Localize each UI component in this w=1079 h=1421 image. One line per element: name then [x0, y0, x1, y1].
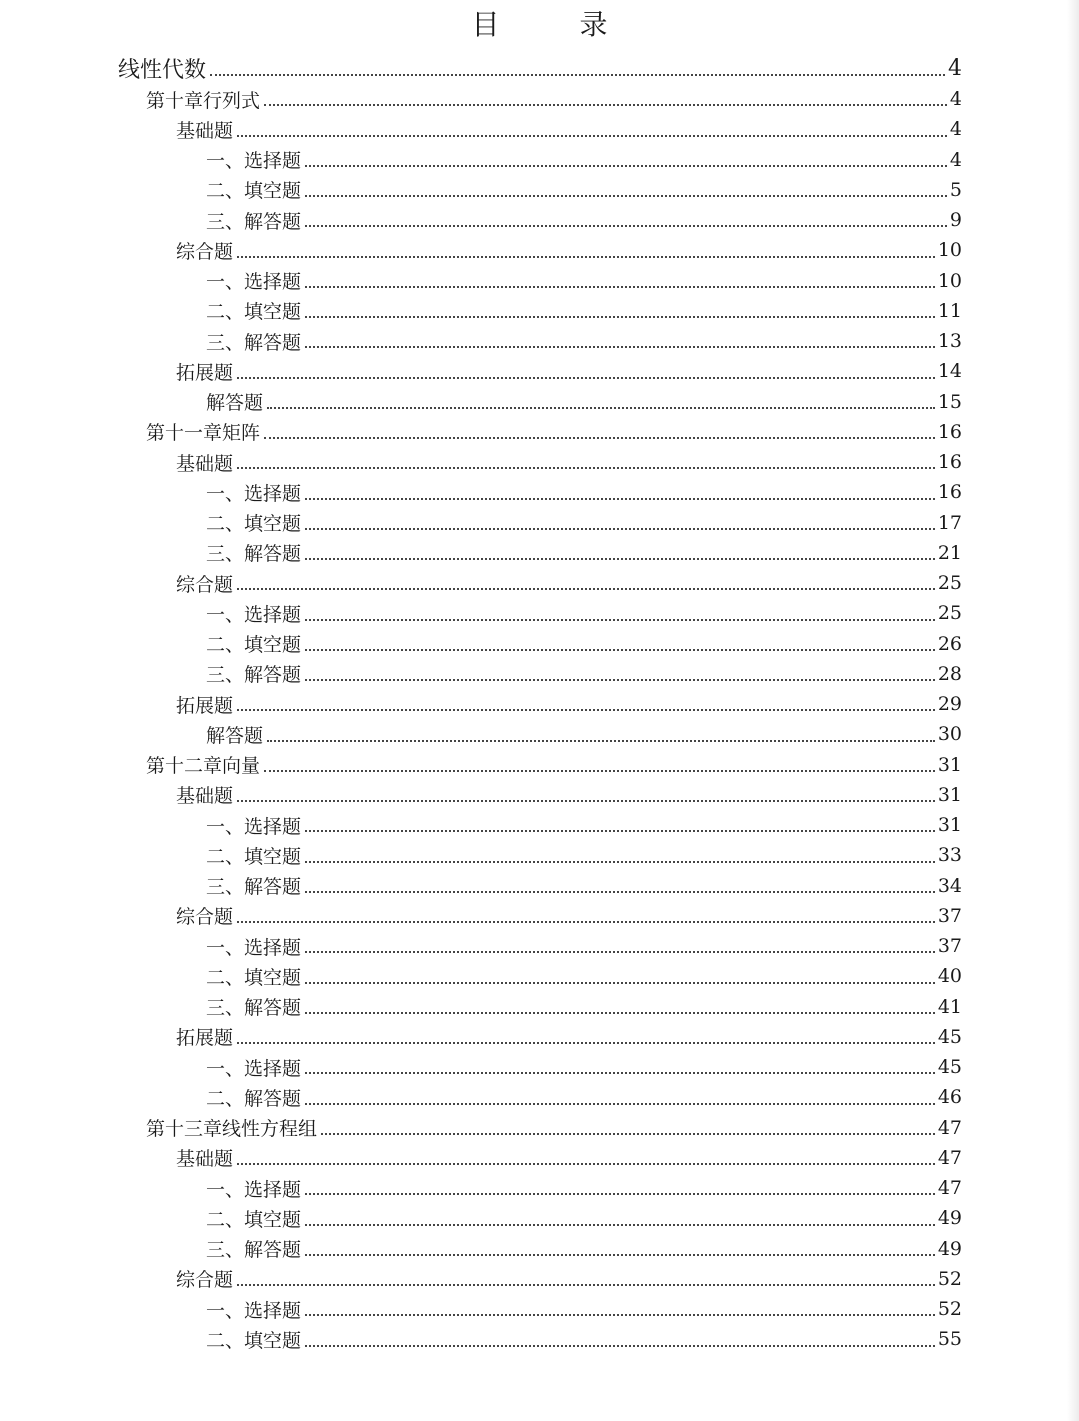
toc-entry-title: 三、解答题 — [206, 210, 302, 233]
dot-leader — [237, 1042, 935, 1044]
toc-entry-title: 一、选择题 — [206, 482, 302, 505]
toc-entry-page-number: 17 — [937, 511, 962, 534]
toc-entry-page-number: 14 — [937, 360, 962, 383]
dot-leader — [305, 1072, 935, 1074]
dot-leader — [237, 377, 935, 379]
toc-entry-page-number: 4 — [949, 118, 962, 141]
dot-leader — [264, 437, 935, 439]
toc-entry-title: 基础题 — [176, 1148, 234, 1171]
toc-entry[interactable] — [0, 719, 1079, 749]
dot-leader — [210, 74, 945, 76]
dot-leader — [237, 588, 935, 590]
toc-entry-page-number: 13 — [937, 330, 962, 353]
toc-entry-title: 一、选择题 — [206, 1299, 302, 1322]
toc-entry-page-number: 25 — [937, 572, 962, 595]
toc-entry[interactable] — [0, 750, 1079, 780]
toc-entry[interactable] — [0, 477, 1079, 507]
dot-leader — [305, 316, 935, 318]
toc-entry-title: 三、解答题 — [206, 331, 302, 354]
toc-entry[interactable] — [0, 659, 1079, 689]
toc-entry-title: 二、填空题 — [206, 513, 302, 536]
toc-entry[interactable] — [0, 1203, 1079, 1233]
toc-entry-page-number: 33 — [937, 844, 962, 867]
toc-entry[interactable] — [0, 1264, 1079, 1294]
dot-leader — [305, 1224, 935, 1226]
dot-leader — [237, 256, 935, 258]
toc-entry-page-number: 4 — [949, 88, 962, 111]
toc-entry-title: 三、解答题 — [206, 543, 302, 566]
toc-entry-page-number: 4 — [949, 148, 962, 171]
toc-entry[interactable] — [0, 568, 1079, 598]
toc-entry-title: 综合题 — [176, 1269, 234, 1292]
toc-entry[interactable] — [0, 689, 1079, 719]
dot-leader — [305, 1314, 935, 1316]
toc-entry[interactable] — [0, 326, 1079, 356]
toc-entry-title: 一、选择题 — [206, 1057, 302, 1080]
toc-entry[interactable] — [0, 175, 1079, 205]
dot-leader — [321, 1133, 935, 1135]
page-title: 目 录 — [471, 8, 634, 41]
dot-leader — [305, 558, 935, 560]
toc-entry[interactable] — [0, 1143, 1079, 1173]
toc-entry-title: 拓展题 — [176, 694, 234, 717]
toc-entry-title: 综合题 — [176, 906, 234, 929]
dot-leader — [305, 1254, 935, 1256]
toc-entry-page-number: 47 — [937, 1177, 962, 1200]
dot-leader — [237, 467, 935, 469]
toc-entry[interactable] — [0, 508, 1079, 538]
dot-leader — [237, 709, 935, 711]
toc-entry[interactable] — [0, 840, 1079, 870]
toc-entry-title: 二、填空题 — [206, 1208, 302, 1231]
toc-entry-page-number: 4 — [948, 55, 962, 81]
toc-entry-title: 第十三章线性方程组 — [146, 1118, 318, 1141]
toc-entry-title: 一、选择题 — [206, 150, 302, 173]
toc-entry-page-number: 47 — [937, 1116, 962, 1139]
toc-entry-page-number: 47 — [937, 1146, 962, 1169]
toc-entry[interactable] — [0, 235, 1079, 265]
toc-entry-title: 综合题 — [176, 240, 234, 263]
toc-entry[interactable] — [0, 1113, 1079, 1143]
toc-entry-title: 拓展题 — [176, 1027, 234, 1050]
toc-entry-title: 二、填空题 — [206, 966, 302, 989]
toc-entry-title: 三、解答题 — [206, 997, 302, 1020]
toc-entry[interactable] — [0, 1324, 1079, 1354]
toc-entry[interactable] — [0, 598, 1079, 628]
toc-entry[interactable] — [0, 1022, 1079, 1052]
toc-entry-title: 二、填空题 — [206, 1329, 302, 1352]
toc-entry[interactable] — [0, 387, 1079, 417]
toc-entry-page-number: 25 — [937, 602, 962, 625]
toc-entry-page-number: 31 — [937, 753, 962, 776]
toc-entry-page-number: 11 — [937, 299, 962, 322]
table-of-contents — [0, 52, 1079, 1355]
toc-entry[interactable] — [0, 901, 1079, 931]
toc-entry[interactable] — [0, 1052, 1079, 1082]
dot-leader — [305, 195, 947, 197]
toc-entry[interactable] — [0, 145, 1079, 175]
toc-entry[interactable] — [0, 538, 1079, 568]
toc-entry-page-number: 45 — [937, 1056, 962, 1079]
dot-leader — [305, 830, 935, 832]
toc-entry-page-number: 34 — [937, 874, 962, 897]
toc-entry[interactable] — [0, 1234, 1079, 1264]
toc-entry-page-number: 15 — [937, 390, 962, 413]
toc-entry-title: 三、解答题 — [206, 876, 302, 899]
toc-entry[interactable] — [0, 871, 1079, 901]
dot-leader — [237, 800, 935, 802]
toc-entry-page-number: 41 — [937, 995, 962, 1018]
toc-entry-title: 拓展题 — [176, 361, 234, 384]
dot-leader — [305, 286, 935, 288]
toc-entry-page-number: 28 — [937, 662, 962, 685]
dot-leader — [305, 951, 935, 953]
toc-entry-title: 第十二章向量 — [146, 755, 261, 778]
dot-leader — [305, 619, 935, 621]
toc-entry-title: 二、填空题 — [206, 845, 302, 868]
toc-entry-title: 第十章行列式 — [146, 89, 261, 112]
dot-leader — [305, 346, 935, 348]
toc-entry-title: 一、选择题 — [206, 1178, 302, 1201]
toc-entry[interactable] — [0, 296, 1079, 326]
toc-entry-page-number: 31 — [937, 783, 962, 806]
dot-leader — [267, 407, 935, 409]
toc-entry-page-number: 16 — [937, 451, 962, 474]
toc-entry-page-number: 21 — [937, 541, 962, 564]
toc-entry-title: 二、填空题 — [206, 634, 302, 657]
toc-entry[interactable] — [0, 84, 1079, 114]
dot-leader — [305, 165, 947, 167]
toc-entry-title: 二、解答题 — [206, 1087, 302, 1110]
dot-leader — [305, 1345, 935, 1347]
toc-entry-title: 第十一章矩阵 — [146, 422, 261, 445]
toc-entry-title: 线性代数 — [118, 57, 207, 83]
page-edge-shadow — [1067, 0, 1079, 1421]
toc-entry-page-number: 52 — [937, 1267, 962, 1290]
dot-leader — [305, 861, 935, 863]
toc-entry-title: 一、选择题 — [206, 603, 302, 626]
toc-entry[interactable] — [0, 417, 1079, 447]
toc-entry[interactable] — [0, 992, 1079, 1022]
toc-entry-title: 二、填空题 — [206, 301, 302, 324]
toc-entry-title: 一、选择题 — [206, 936, 302, 959]
dot-leader — [264, 770, 935, 772]
dot-leader — [305, 649, 935, 651]
toc-entry-title: 一、选择题 — [206, 271, 302, 294]
toc-entry-title: 基础题 — [176, 119, 234, 142]
toc-entry-page-number: 55 — [937, 1328, 962, 1351]
toc-entry[interactable] — [0, 780, 1079, 810]
dot-leader — [267, 740, 935, 742]
dot-leader — [305, 982, 935, 984]
toc-entry-page-number: 37 — [937, 935, 962, 958]
toc-entry-page-number: 26 — [937, 632, 962, 655]
toc-entry[interactable] — [0, 205, 1079, 235]
toc-entry-page-number: 40 — [937, 965, 962, 988]
dot-leader — [237, 1163, 935, 1165]
toc-entry-page-number: 9 — [949, 209, 962, 232]
toc-entry-title: 二、填空题 — [206, 180, 302, 203]
toc-entry-title: 基础题 — [176, 452, 234, 475]
toc-entry-page-number: 10 — [937, 269, 962, 292]
toc-entry-page-number: 49 — [937, 1207, 962, 1230]
toc-entry-title: 三、解答题 — [206, 664, 302, 687]
toc-entry-page-number: 16 — [937, 420, 962, 443]
dot-leader — [305, 225, 947, 227]
toc-entry-page-number: 29 — [937, 693, 962, 716]
dot-leader — [237, 921, 935, 923]
toc-entry[interactable] — [0, 1173, 1079, 1203]
dot-leader — [264, 104, 947, 106]
toc-entry-page-number: 10 — [937, 239, 962, 262]
toc-entry[interactable] — [0, 1294, 1079, 1324]
toc-entry-page-number: 31 — [937, 814, 962, 837]
toc-entry-page-number: 52 — [937, 1298, 962, 1321]
dot-leader — [305, 528, 935, 530]
toc-entry-page-number: 16 — [937, 481, 962, 504]
toc-entry-page-number: 49 — [937, 1237, 962, 1260]
toc-entry-title: 一、选择题 — [206, 815, 302, 838]
toc-entry-page-number: 45 — [937, 1025, 962, 1048]
dot-leader — [305, 1012, 935, 1014]
dot-leader — [305, 679, 935, 681]
toc-entry-page-number: 5 — [949, 178, 962, 201]
toc-entry[interactable] — [0, 810, 1079, 840]
dot-leader — [305, 1103, 935, 1105]
dot-leader — [305, 498, 935, 500]
toc-entry[interactable] — [0, 447, 1079, 477]
dot-leader — [237, 1284, 935, 1286]
toc-entry[interactable] — [0, 629, 1079, 659]
toc-entry[interactable] — [0, 961, 1079, 991]
dot-leader — [305, 891, 935, 893]
toc-entry[interactable] — [0, 266, 1079, 296]
toc-entry[interactable] — [0, 931, 1079, 961]
toc-entry-page-number: 46 — [937, 1086, 962, 1109]
toc-entry-title: 综合题 — [176, 573, 234, 596]
toc-entry-title: 三、解答题 — [206, 1239, 302, 1262]
toc-entry-title: 解答题 — [206, 724, 264, 747]
toc-entry[interactable] — [0, 356, 1079, 386]
toc-entry[interactable] — [0, 1082, 1079, 1112]
toc-entry-title: 基础题 — [176, 785, 234, 808]
toc-entry[interactable] — [0, 52, 1079, 84]
dot-leader — [305, 1193, 935, 1195]
toc-entry-page-number: 30 — [937, 723, 962, 746]
toc-entry-page-number: 37 — [937, 904, 962, 927]
toc-entry[interactable] — [0, 114, 1079, 144]
dot-leader — [237, 135, 947, 137]
toc-entry-title: 解答题 — [206, 392, 264, 415]
